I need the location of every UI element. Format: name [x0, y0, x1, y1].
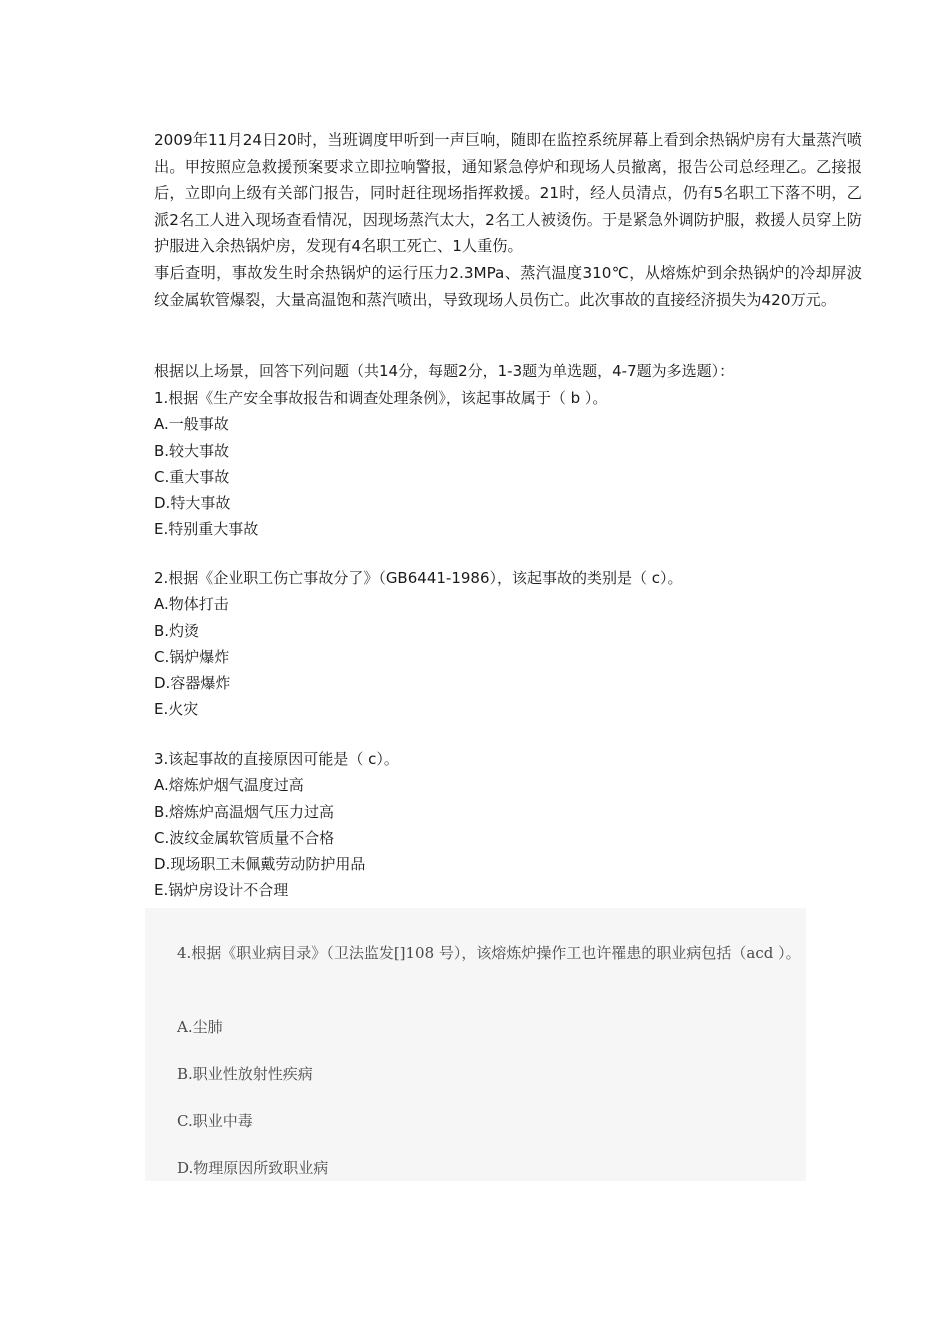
scenario-paragraph-2: 事后查明，事故发生时余热锅炉的运行压力2.3MPa、蒸汽温度310℃，从熔炼炉到余热锅炉的冷却屏波纹金属软管爆裂，大量高温饱和蒸汽喷出，导致现场人员伤亡。此次事故的直接经济损失为420万元。 — [154, 263, 862, 309]
question-3-option-a: A.熔炼炉烟气温度过高 — [154, 776, 304, 795]
question-3-option-e: E.锅炉房设计不合理 — [154, 881, 289, 900]
question-4-option-c: C.职业中毒 — [177, 1112, 253, 1130]
scenario-paragraph-1: 2009年11月24日20时，当班调度甲听到一声巨响，随即在监控系统屏幕上看到余热锅炉房有大量蒸汽喷出。甲按照应急救援预案要求立即拉响警报，通知紧急停炉和现场人员撤离，报告公司总经理乙。乙接报后，立即向上级有关部门报告，同时赶往现场指挥救援。21时，经人员清点，仍有5名职工下落不明，乙派2名工人进入现场查看情况，因现场蒸汽太大，2名工人被烫伤。于是紧急外调防护服，救援人员穿上防护服进入余热锅炉房，发现有4名职工死亡、1人重伤。 — [154, 131, 862, 256]
question-4-text: 4.根据《职业病目录》（卫法监发[]108 号），该熔炼炉操作工也许罹患的职业病包括（acd ）。 — [177, 944, 801, 962]
question-1-option-d: D.特大事故 — [154, 494, 231, 513]
question-4-option-a: A.尘肺 — [177, 1018, 223, 1036]
question-2-option-a: A.物体打击 — [154, 595, 229, 614]
question-3-option-b: B.熔炼炉高温烟气压力过高 — [154, 802, 335, 821]
question-2-option-c: C.锅炉爆炸 — [154, 647, 230, 666]
question-2-option-e: E.火灾 — [154, 700, 199, 719]
question-1-option-a: A.一般事故 — [154, 415, 229, 434]
question-1-option-c: C.重大事故 — [154, 467, 230, 486]
question-4-option-b: B.职业性放射性疾病 — [177, 1065, 313, 1083]
question-2 — [154, 565, 862, 723]
question-3-option-c: C.波纹金属软管质量不合格 — [154, 828, 335, 847]
question-2-option-b: B.灼烫 — [154, 621, 200, 640]
question-3-option-d: D.现场职工未佩戴劳动防护用品 — [154, 855, 366, 874]
question-2-option-d: D.容器爆炸 — [154, 674, 231, 693]
question-1-option-b: B.较大事故 — [154, 441, 230, 460]
question-2-text: 2.根据《企业职工伤亡事故分了》（GB6441-1986），该起事故的类别是（ c）。 — [154, 569, 683, 587]
question-1-text: 1.根据《生产安全事故报告和调查处理条例》，该起事故属于（ b ）。 — [154, 389, 608, 407]
question-1 — [154, 385, 862, 543]
question-3-text: 3.该起事故的直接原因可能是（ c）。 — [154, 750, 399, 768]
question-3 — [154, 746, 862, 904]
scenario-text — [154, 127, 862, 313]
question-1-option-e: E.特别重大事故 — [154, 520, 259, 539]
question-4-option-d: D.物理原因所致职业病 — [177, 1159, 329, 1177]
questions-intro: 根据以上场景，回答下列问题（共14分，每题2分，1-3题为单选题，4-7题为多选题）： — [154, 362, 735, 380]
